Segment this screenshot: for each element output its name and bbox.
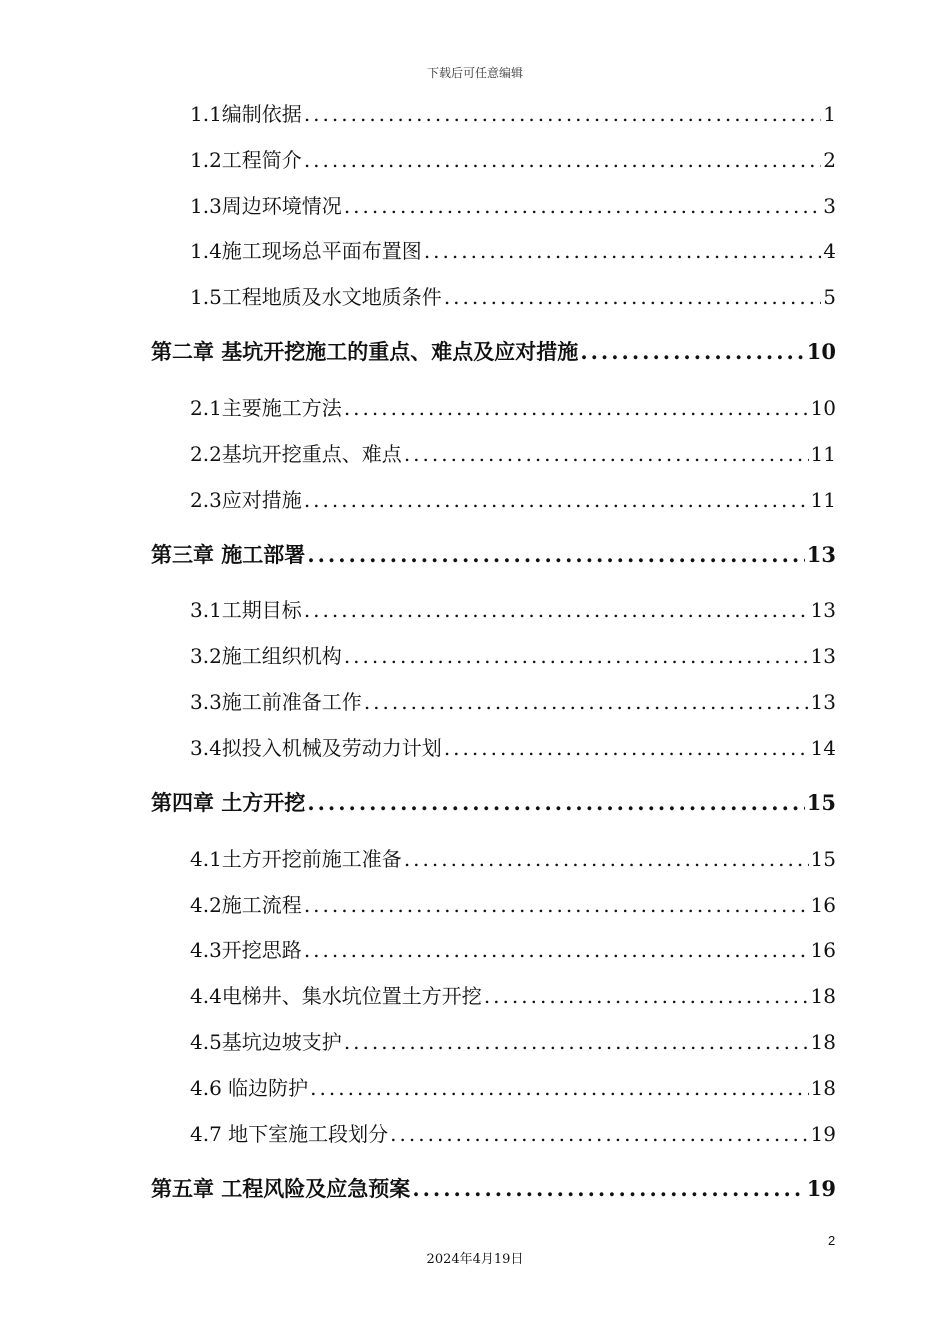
toc-entry[interactable]	[190, 235, 836, 263]
toc-chapter-label: 第三章 施工部署	[151, 542, 306, 567]
toc-entry[interactable]	[190, 843, 836, 871]
toc-entry[interactable]	[190, 889, 836, 917]
toc-leader-dots	[304, 488, 809, 512]
toc-entry-label: 4.7 地下室施工段划分	[190, 1122, 389, 1146]
toc-chapter-page: 15	[806, 790, 836, 815]
toc-entry[interactable]	[190, 980, 836, 1008]
toc-entry-page: 18	[810, 984, 836, 1008]
toc-leader-dots	[404, 442, 809, 466]
toc-entry-page: 13	[810, 690, 836, 714]
toc-entry[interactable]	[190, 438, 836, 466]
toc-entry-label: 1.2工程简介	[190, 148, 302, 172]
toc-chapter-entry[interactable]	[151, 336, 836, 364]
page-number: 2	[828, 1233, 836, 1248]
toc-entry[interactable]	[190, 594, 836, 622]
toc-leader-dots	[390, 1122, 808, 1146]
toc-leader-dots	[304, 938, 809, 962]
toc-leader-dots	[304, 148, 821, 172]
toc-entry[interactable]	[190, 1118, 836, 1146]
toc-entry-label: 3.4拟投入机械及劳动力计划	[190, 736, 442, 760]
toc-leader-dots	[580, 339, 804, 364]
toc-chapter-page: 13	[806, 542, 836, 567]
toc-chapter-page: 10	[806, 339, 836, 364]
toc-entry-page: 13	[810, 644, 836, 668]
toc-entry-label: 1.3周边环境情况	[190, 194, 342, 218]
toc-entry-page: 10	[810, 396, 836, 420]
toc-leader-dots	[307, 790, 804, 815]
toc-entry[interactable]	[190, 732, 836, 760]
toc-entry[interactable]	[190, 686, 836, 714]
toc-entry-label: 1.1编制依据	[190, 102, 302, 126]
toc-entry-page: 14	[810, 736, 836, 760]
toc-entry-page: 3	[823, 194, 836, 218]
toc-entry[interactable]	[190, 484, 836, 512]
toc-entry-label: 4.4电梯井、集水坑位置土方开挖	[190, 984, 482, 1008]
toc-leader-dots	[444, 285, 821, 309]
toc-entry-page: 13	[810, 598, 836, 622]
toc-entry-label: 3.1工期目标	[190, 598, 302, 622]
toc-chapter-entry[interactable]	[151, 787, 836, 815]
toc-leader-dots	[344, 1030, 809, 1054]
toc-leader-dots	[364, 690, 809, 714]
toc-entry-label: 1.4施工现场总平面布置图	[190, 239, 422, 263]
toc-leader-dots	[484, 984, 809, 1008]
toc-entry[interactable]	[190, 98, 836, 126]
toc-entry[interactable]	[190, 1026, 836, 1054]
toc-entry-page: 11	[810, 442, 836, 466]
toc-entry-label: 2.2基坑开挖重点、难点	[190, 442, 402, 466]
toc-entry[interactable]	[190, 144, 836, 172]
footer-date: 2024年4月19日	[426, 1252, 524, 1267]
toc-leader-dots	[310, 1076, 808, 1100]
toc-entry-label: 4.1土方开挖前施工准备	[190, 847, 402, 871]
page-header: 下载后可任意编辑	[426, 66, 523, 80]
toc-entry-label: 4.3开挖思路	[190, 938, 302, 962]
toc-entry-label: 3.2施工组织机构	[190, 644, 342, 668]
toc-entry[interactable]	[190, 1072, 836, 1100]
toc-entry[interactable]	[190, 190, 836, 218]
toc-chapter-entry[interactable]	[151, 539, 836, 567]
toc-entry[interactable]	[190, 640, 836, 668]
toc-leader-dots	[424, 239, 821, 263]
toc-entry-page: 2	[823, 148, 836, 172]
toc-entry-page: 11	[810, 488, 836, 512]
toc-entry-label: 4.5基坑边坡支护	[190, 1030, 342, 1054]
toc-entry[interactable]	[190, 281, 836, 309]
toc-leader-dots	[412, 1176, 804, 1201]
toc-chapter-label: 第五章 工程风险及应急预案	[151, 1176, 411, 1201]
toc-entry[interactable]	[190, 934, 836, 962]
toc-entry-page: 18	[810, 1076, 836, 1100]
toc-entry-label: 2.3应对措施	[190, 488, 302, 512]
toc-leader-dots	[344, 396, 809, 420]
toc-chapter-entry[interactable]	[151, 1173, 836, 1201]
toc-leader-dots	[404, 847, 809, 871]
toc-leader-dots	[304, 893, 809, 917]
toc-entry-page: 16	[810, 938, 836, 962]
toc-chapter-label: 第四章 土方开挖	[151, 790, 306, 815]
toc-chapter-page: 19	[806, 1176, 836, 1201]
toc-entry-page: 15	[810, 847, 836, 871]
toc-entry-page: 5	[823, 285, 836, 309]
toc-entry-label: 3.3施工前准备工作	[190, 690, 362, 714]
toc-leader-dots	[304, 598, 809, 622]
toc-entry-label: 4.6 临边防护	[190, 1076, 309, 1100]
toc-entry-page: 4	[823, 239, 836, 263]
toc-leader-dots	[304, 102, 821, 126]
toc-entry[interactable]	[190, 392, 836, 420]
toc-entry-page: 16	[810, 893, 836, 917]
toc-leader-dots	[344, 644, 809, 668]
toc-entry-label: 1.5工程地质及水文地质条件	[190, 285, 442, 309]
toc-leader-dots	[344, 194, 821, 218]
toc-leader-dots	[307, 542, 804, 567]
toc-leader-dots	[444, 736, 809, 760]
toc-entry-page: 18	[810, 1030, 836, 1054]
toc-chapter-label: 第二章 基坑开挖施工的重点、难点及应对措施	[151, 339, 579, 364]
toc-entry-label: 2.1主要施工方法	[190, 396, 342, 420]
toc-entry-label: 4.2施工流程	[190, 893, 302, 917]
toc-entry-page: 19	[810, 1122, 836, 1146]
toc-entry-page: 1	[823, 102, 836, 126]
